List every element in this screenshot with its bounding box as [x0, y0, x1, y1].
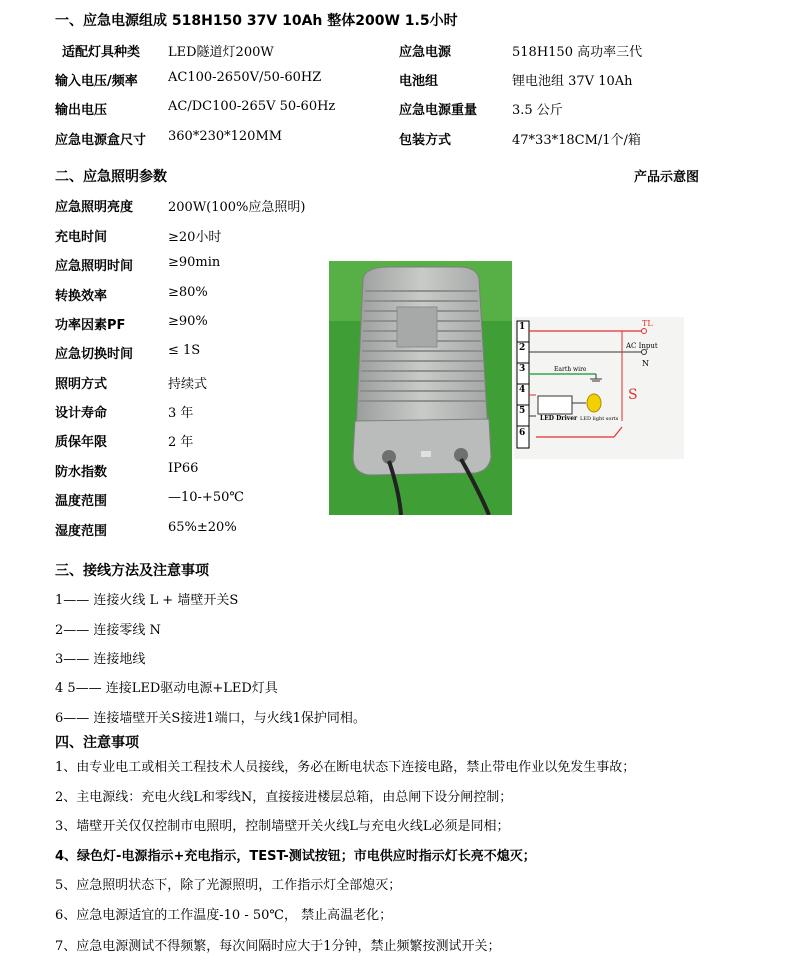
spec-value: 锂电池组 37V 10Ah: [512, 74, 633, 89]
earth-wire-label: Earth wire: [554, 366, 587, 373]
param-label: 湿度范围: [55, 524, 108, 539]
note-line: 3、墙壁开关仅仅控制市电照明，控制墙壁开关火线L与充电火线L必须是同相；: [55, 819, 510, 834]
param-label: 功率因素PF: [55, 318, 126, 333]
wiring-diagram: [514, 317, 684, 459]
param-label: 应急照明时间: [55, 259, 134, 274]
terminal-label: 5: [519, 406, 526, 416]
param-label: 转换效率: [55, 289, 108, 304]
n-label: N: [642, 359, 649, 368]
spec-label: 输入电压/频率: [55, 74, 138, 89]
param-value: ≤ 1S: [168, 343, 201, 358]
terminal-label: 6: [519, 428, 526, 438]
switch-s-label: S: [628, 387, 638, 403]
note-line: 6、应急电源适宜的工作温度-10 - 50℃， 禁止高温老化；: [55, 908, 393, 923]
note-line: 5、应急照明状态下，除了光源照明，工作指示灯全部熄灭；: [55, 878, 402, 893]
wiring-line: 3—— 连接地线: [55, 652, 146, 667]
image-caption: 产品示意图: [634, 170, 700, 185]
terminal-label: 1: [519, 322, 526, 332]
section3-heading: 三、接线方法及注意事项: [55, 563, 209, 579]
param-value: IP66: [168, 461, 199, 476]
spec-label: 应急电源重量: [399, 103, 478, 118]
wiring-line: 4 5—— 连接LED驱动电源+LED灯具: [55, 681, 278, 696]
param-label: 应急照明亮度: [55, 200, 134, 215]
param-label: 质保年限: [55, 435, 108, 450]
product-photo: [329, 261, 512, 515]
terminal-label: 2: [519, 343, 526, 353]
param-value: 2 年: [168, 435, 194, 450]
param-label: 防水指数: [55, 465, 108, 480]
param-value: 200W(100%应急照明): [168, 200, 306, 215]
param-value: ≥90%: [168, 314, 208, 329]
spec-value: AC100-2650V/50-60HZ: [168, 70, 322, 85]
tl-label: TL: [642, 319, 653, 328]
ac-input-label: AC Input: [626, 342, 658, 350]
spec-value: 518H150 高功率三代: [512, 45, 643, 60]
terminal-label: 4: [519, 385, 526, 395]
note-line: 1、由专业电工或相关工程技术人员接线，务必在断电状态下连接电路，禁止带电作业以免发生事故；: [55, 760, 636, 775]
param-label: 应急切换时间: [55, 347, 134, 362]
note-line: 7、应急电源测试不得频繁，每次间隔时应大于1分钟，禁止频繁按测试开关；: [55, 939, 501, 954]
param-label: 照明方式: [55, 377, 108, 392]
led-driver-label: LED Driver: [540, 415, 578, 422]
param-label: 温度范围: [55, 494, 108, 509]
wiring-line: 6—— 连接墙壁开关S接进1端口，与火线1保护同相。: [55, 711, 366, 726]
param-value: 3 年: [168, 406, 194, 421]
spec-label: 适配灯具种类: [62, 45, 141, 60]
terminal-label: 3: [519, 364, 526, 374]
spec-label: 输出电压: [55, 103, 108, 118]
param-value: ≥90min: [168, 255, 221, 270]
section1-heading: 一、应急电源组成 518H150 37V 10Ah 整体200W 1.5小时: [55, 13, 458, 29]
param-label: 设计寿命: [55, 406, 108, 421]
wiring-line: 1—— 连接火线 L + 墙壁开关S: [55, 593, 239, 608]
spec-value: 47*33*18CM/1个/箱: [512, 133, 641, 148]
param-value: ≥20小时: [168, 230, 222, 245]
param-value: 持续式: [168, 377, 208, 392]
note-line: 4、绿色灯-电源指示+充电指示，TEST-测试按钮；市电供应时指示灯长亮不熄灭；: [55, 849, 536, 864]
spec-label: 包装方式: [399, 133, 452, 148]
spec-value: 360*230*120MM: [168, 129, 283, 144]
spec-label: 应急电源盒尺寸: [55, 133, 147, 148]
spec-label: 应急电源: [399, 45, 452, 60]
note-line: 2、主电源线：充电火线L和零线N，直接接进楼层总箱，由总闸下设分闸控制；: [55, 790, 513, 805]
spec-value: AC/DC100-265V 50-60Hz: [168, 99, 336, 114]
led-lights-label: LED light sorts: [580, 416, 619, 422]
spec-value: LED隧道灯200W: [168, 45, 274, 60]
param-value: —10-+50℃: [168, 490, 244, 505]
spec-label: 电池组: [399, 74, 439, 89]
spec-value: 3.5 公斤: [512, 103, 563, 118]
section2-heading: 二、应急照明参数: [55, 169, 167, 185]
param-value: ≥80%: [168, 285, 208, 300]
param-label: 充电时间: [55, 230, 108, 245]
section4-heading: 四、注意事项: [55, 735, 139, 751]
wiring-line: 2—— 连接零线 N: [55, 623, 161, 638]
param-value: 65%±20%: [168, 520, 237, 535]
